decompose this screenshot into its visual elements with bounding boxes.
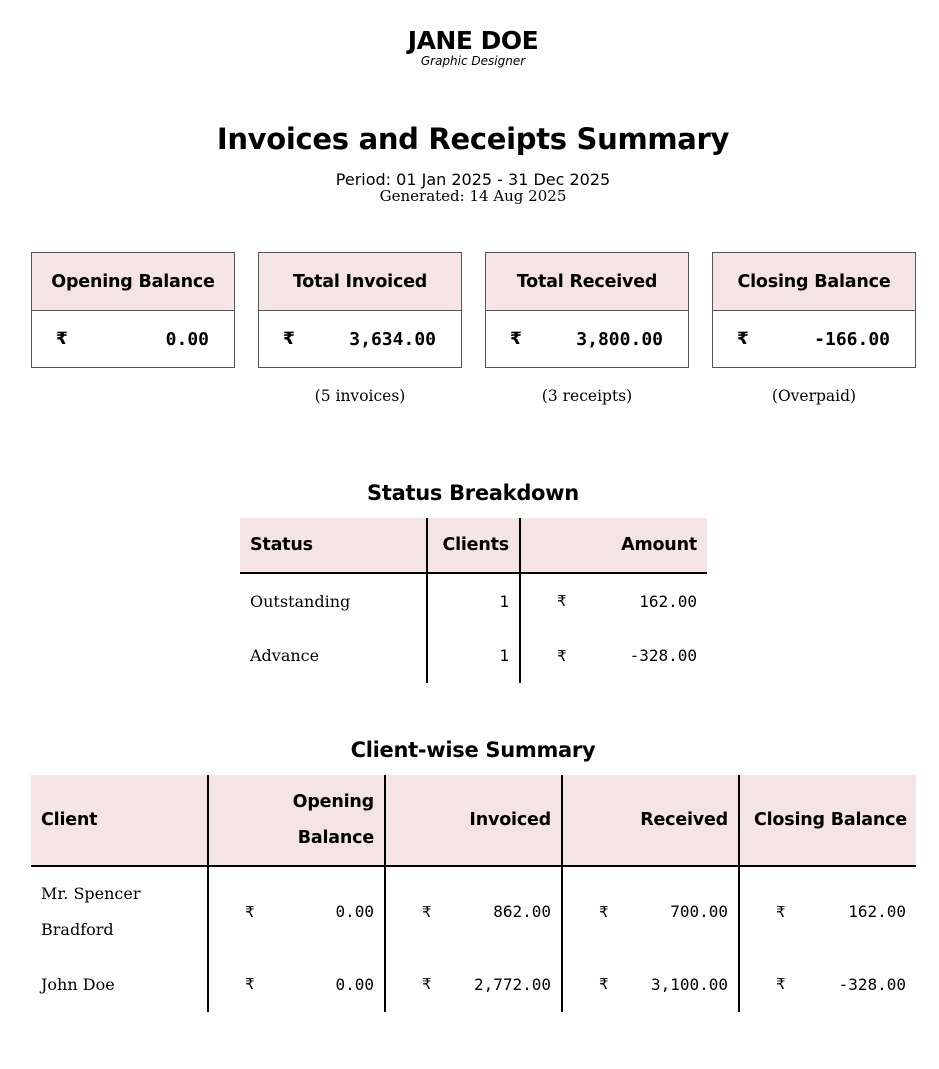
opening-cell — [208, 956, 385, 1012]
amount-value: 2,772.00 — [473, 974, 551, 994]
client-summary-table — [31, 775, 916, 1012]
card-value-row — [486, 311, 688, 367]
amount-value: 162.00 — [848, 902, 906, 921]
client-summary-title: Client-wise Summary — [350, 738, 596, 762]
clients-cell: 1 — [427, 573, 520, 628]
table-row — [240, 573, 707, 628]
currency-symbol: ₹ — [422, 902, 432, 921]
currency-symbol: ₹ — [283, 329, 295, 349]
receipts-count-note: (3 receipts) — [541, 387, 633, 405]
closing-status-note: (Overpaid) — [771, 387, 857, 405]
currency-symbol: ₹ — [245, 975, 255, 993]
column-header: Invoiced — [385, 775, 562, 866]
card-value-row — [259, 311, 461, 367]
currency-symbol: ₹ — [422, 975, 432, 993]
table-header-row — [31, 775, 916, 866]
currency-symbol: ₹ — [599, 902, 609, 921]
card-label: Opening Balance — [32, 253, 234, 311]
invoiced-cell — [385, 956, 562, 1012]
person-name: JANE DOE — [407, 26, 539, 55]
table-row — [31, 956, 916, 1012]
amount-cell — [520, 628, 707, 683]
closing-cell — [739, 956, 916, 1012]
currency-symbol: ₹ — [776, 902, 786, 921]
client-cell: John Doe — [41, 974, 115, 994]
column-header: Status — [240, 518, 427, 573]
client-cell: Mr. Spencer Bradford — [41, 883, 141, 939]
card-value-row — [32, 311, 234, 367]
closing-balance-card — [712, 252, 916, 368]
status-breakdown-table — [240, 518, 707, 683]
card-label: Total Invoiced — [259, 253, 461, 311]
status-breakdown-title: Status Breakdown — [367, 481, 579, 505]
closing-cell — [739, 866, 916, 956]
amount-value: 862.00 — [493, 902, 551, 921]
total-received-card — [485, 252, 689, 368]
status-cell: Outstanding — [250, 591, 351, 611]
currency-symbol: ₹ — [510, 329, 522, 349]
card-label: Total Received — [486, 253, 688, 311]
column-header: Opening Balance — [208, 775, 385, 866]
column-header: Client — [31, 775, 208, 866]
amount-cell — [520, 573, 707, 628]
column-header: Closing Balance — [739, 775, 916, 866]
received-cell — [562, 956, 739, 1012]
amount-value: 0.00 — [335, 902, 374, 921]
report-period: Period: 01 Jan 2025 - 31 Dec 2025 — [335, 170, 611, 189]
card-value: -166.00 — [814, 328, 890, 350]
column-header: Amount — [520, 518, 707, 573]
currency-symbol: ₹ — [737, 329, 749, 349]
status-cell: Advance — [250, 646, 320, 665]
amount-value: -328.00 — [629, 646, 697, 665]
amount-value: 162.00 — [639, 591, 697, 611]
page-title: Invoices and Receipts Summary — [216, 122, 730, 156]
card-value: 3,800.00 — [576, 328, 663, 350]
person-role: Graphic Designer — [420, 54, 526, 68]
table-row — [240, 628, 707, 683]
table-row — [31, 866, 916, 956]
amount-value: -328.00 — [838, 974, 906, 994]
card-value: 0.00 — [165, 328, 209, 350]
amount-value: 3,100.00 — [650, 974, 728, 994]
amount-value: 0.00 — [335, 974, 374, 994]
invoices-count-note: (5 invoices) — [314, 387, 406, 405]
received-cell — [562, 866, 739, 956]
currency-symbol: ₹ — [245, 902, 255, 921]
card-value: 3,634.00 — [349, 328, 436, 350]
opening-balance-card — [31, 252, 235, 368]
currency-symbol: ₹ — [56, 329, 68, 349]
opening-cell — [208, 866, 385, 956]
currency-symbol: ₹ — [557, 646, 567, 665]
card-label: Closing Balance — [713, 253, 915, 311]
generated-date: Generated: 14 Aug 2025 — [379, 187, 567, 205]
total-invoiced-card — [258, 252, 462, 368]
invoiced-cell — [385, 866, 562, 956]
card-value-row — [713, 311, 915, 367]
currency-symbol: ₹ — [557, 592, 567, 610]
column-header: Received — [562, 775, 739, 866]
column-header: Clients — [427, 518, 520, 573]
currency-symbol: ₹ — [599, 975, 609, 993]
clients-cell: 1 — [427, 628, 520, 683]
amount-value: 700.00 — [670, 902, 728, 921]
currency-symbol: ₹ — [776, 975, 786, 993]
table-header-row — [240, 518, 707, 573]
